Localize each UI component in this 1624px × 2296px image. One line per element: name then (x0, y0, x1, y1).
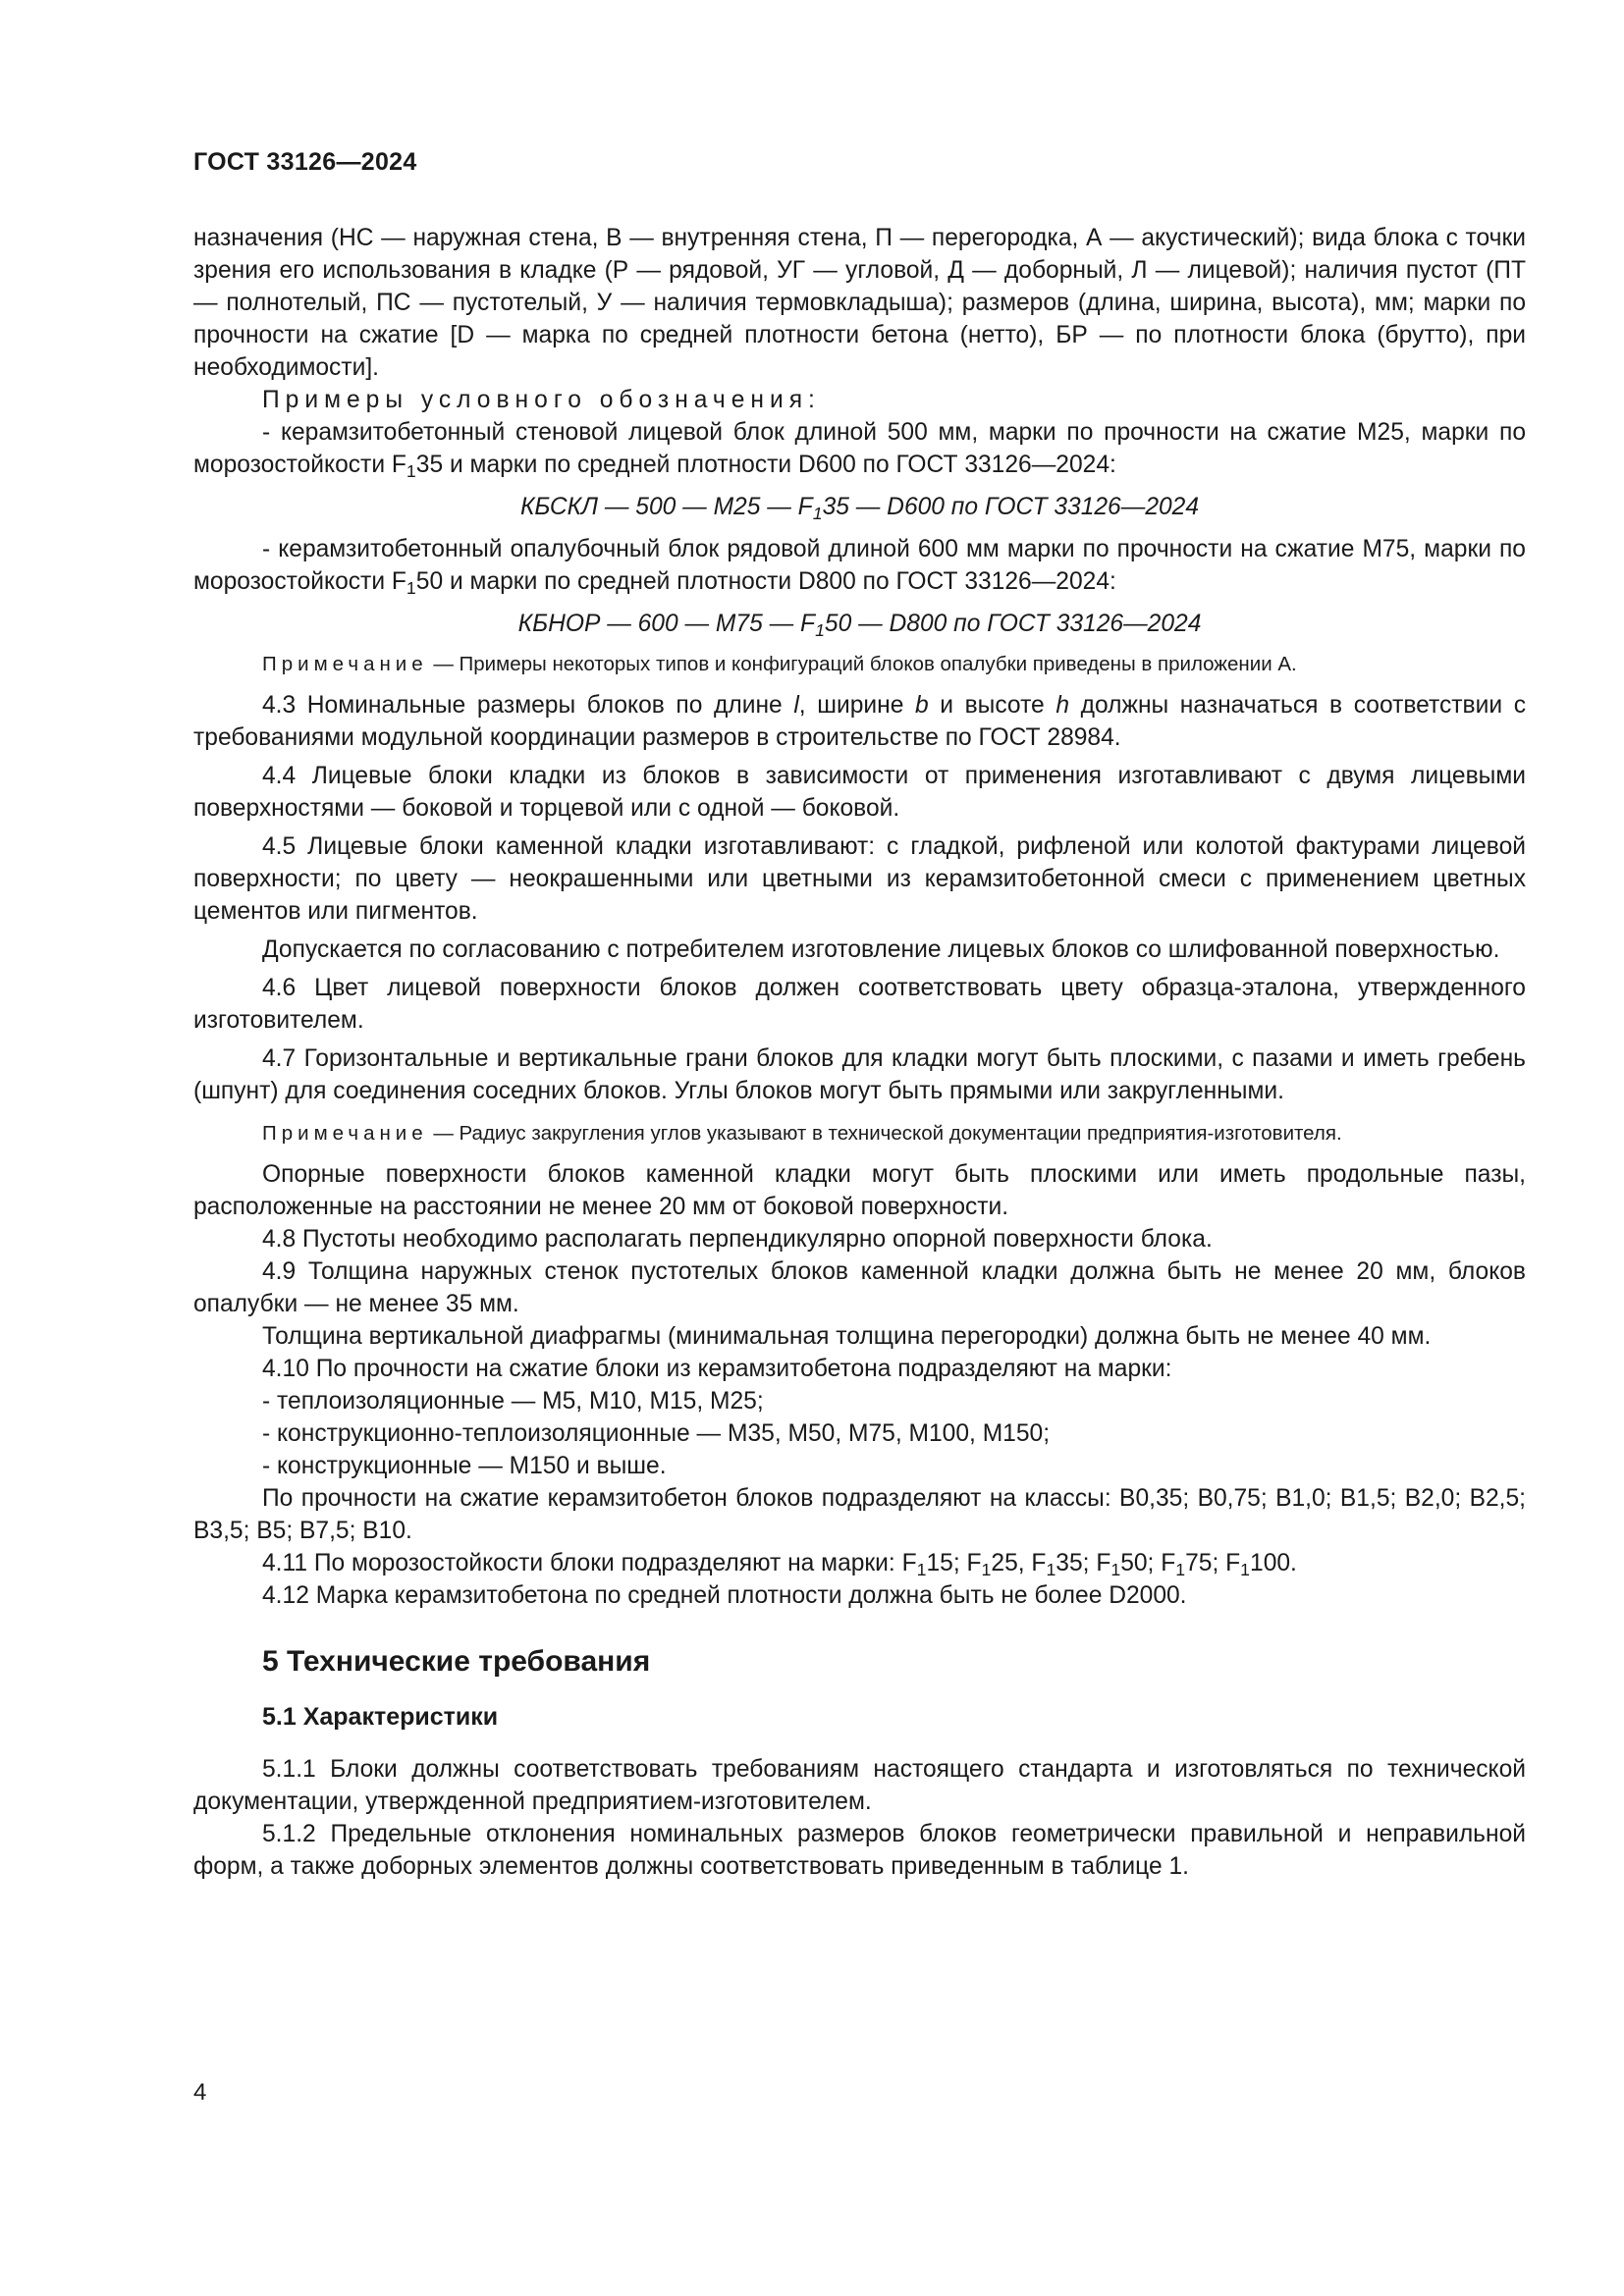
paragraph-4-6: 4.6 Цвет лицевой поверхности блоков должен соответствовать цвету образца-эталона, утвержденного изготовителем. (193, 975, 1526, 1034)
paragraph-4-9-diaphragm: Толщина вертикальной диафрагмы (минимальная толщина перегородки) должна быть не менее 40 мм. (262, 1323, 1432, 1350)
paragraph-5-1-2: 5.1.2 Предельные отклонения номинальных размеров блоков геометрически правильной и неправильной форм, а также доборных элементов должны соответствовать приведенным в таблице 1. (193, 1821, 1526, 1880)
list-item: - конструкционно-теплоизоляционные — М35, М50, М75, М100, М150; (262, 1420, 1051, 1447)
paragraph-4-5-note: Допускается по согласованию с потребителем изготовление лицевых блоков со шлифованной поверхностью. (262, 936, 1500, 963)
example-1: - керамзитобетонный стеновой лицевой блок длиной 500 мм, марки по прочности на сжатие М25, марки по морозостойкости $F_135$ и марки по средней плотности D600 по ГОСТ 33126—2024: (193, 419, 1526, 481)
paragraph-4-7-support: Опорные поверхности блоков каменной кладки могут быть плоскими или иметь продольные пазы, расположенные на расстоянии не менее 20 мм от боковой поверхности. (193, 1161, 1526, 1220)
example-2: - керамзитобетонный опалубочный блок рядовой длиной 600 мм марки по прочности на сжатие М75, марки по морозостойкости $F_150$ и марки по средней плотности D800 по ГОСТ 33126—2024: (193, 536, 1526, 598)
page-number: 4 (193, 2079, 207, 2106)
designation-formula-1: КБСКЛ — 500 — М25 — $F_135$ — D600 по ГОСТ 33126—2024 (519, 494, 1200, 523)
paragraph-5-1-1: 5.1.1 Блоки должны соответствовать требованиям настоящего стандарта и изготовляться по технической документации, утвержденной предприятием-изготовителем. (193, 1756, 1526, 1815)
paragraph-4-11: 4.11 По морозостойкости блоки подразделяют на марки: $F_115$; $F_125$, $F_135$; $F_150$; $F_175$; $F_1100$. (262, 1550, 1297, 1579)
paragraph-4-10-classes: По прочности на сжатие керамзитобетон блоков подразделяют на классы: В0,35; В0,75; В1,0; В1,5; В2,0; В2,5; В3,5; В5; В7,5; В10. (193, 1485, 1526, 1544)
designation-formula-2: КБНОР — 600 — М75 — $F_150$ — D800 по ГОСТ 33126—2024 (517, 611, 1202, 640)
paragraph-4-4: 4.4 Лицевые блоки кладки из блоков в зависимости от применения изготавливают с двумя лицевыми поверхностями — боковой и торцевой или с одной — боковой. (193, 763, 1526, 822)
list-item: - конструкционные — М150 и выше. (262, 1453, 667, 1479)
paragraph-4-5: 4.5 Лицевые блоки каменной кладки изготавливают: с гладкой, рифленой или колотой фактурами лицевой поверхности; по цвету — неокрашенными или цветными из керамзитобетонной смеси с применением цветных цементов или пигментов. (193, 833, 1526, 925)
paragraph-4-12: 4.12 Марка керамзитобетона по средней плотности должна быть не более D2000. (262, 1582, 1187, 1609)
list-item: - теплоизоляционные — М5, М10, М15, М25; (262, 1388, 764, 1415)
paragraph-4-3: 4.3 Номинальные размеры блоков по длине l, ширине b и высоте h должны назначаться в соответствии с требованиями модульной координации размеров в строительстве по ГОСТ 28984. (193, 692, 1526, 751)
examples-title: Примеры условного обозначения: (262, 387, 821, 413)
paragraph-4-7: 4.7 Горизонтальные и вертикальные грани блоков для кладки могут быть плоскими, с пазами и иметь гребень (шпунт) для соединения соседних блоков. Углы блоков могут быть прямыми или закругленными. (193, 1045, 1526, 1104)
subsection-5-1-heading: 5.1 Характеристики (262, 1703, 499, 1731)
document-header: ГОСТ 33126—2024 (193, 148, 417, 176)
note-1: Примечание — Примеры некоторых типов и конфигураций блоков опалубки приведены в приложении А. (262, 653, 1297, 675)
note-2: Примечание — Радиус закругления углов указывают в технической документации предприятия-изготовителя. (262, 1122, 1342, 1145)
paragraph-4-8: 4.8 Пустоты необходимо располагать перпендикулярно опорной поверхности блока. (262, 1226, 1213, 1253)
section-5-heading: 5 Технические требования (262, 1645, 651, 1678)
paragraph-4-10: 4.10 По прочности на сжатие блоки из керамзитобетона подразделяют на марки: (262, 1356, 1172, 1382)
paragraph-designation-continued: назначения (НС — наружная стена, В — внутренняя стена, П — перегородка, А — акустический); вида блока с точки зрения его использования в кладке (Р — рядовой, УГ — угловой, Д — доборный, Л — лицевой); наличия пустот (ПТ — полнотелый, ПС — пустотелый, У — наличия термовкладыша); размеров (длина, ширина, высота), мм; марки по прочности на сжатие [D — марка по средней плотности бетона (нетто), БР — по плотности блока (брутто), при необходимости]. (193, 225, 1526, 381)
paragraph-4-9: 4.9 Толщина наружных стенок пустотелых блоков каменной кладки должна быть не менее 20 мм, блоков опалубки — не менее 35 мм. (193, 1258, 1526, 1317)
document-body (193, 222, 1526, 1883)
